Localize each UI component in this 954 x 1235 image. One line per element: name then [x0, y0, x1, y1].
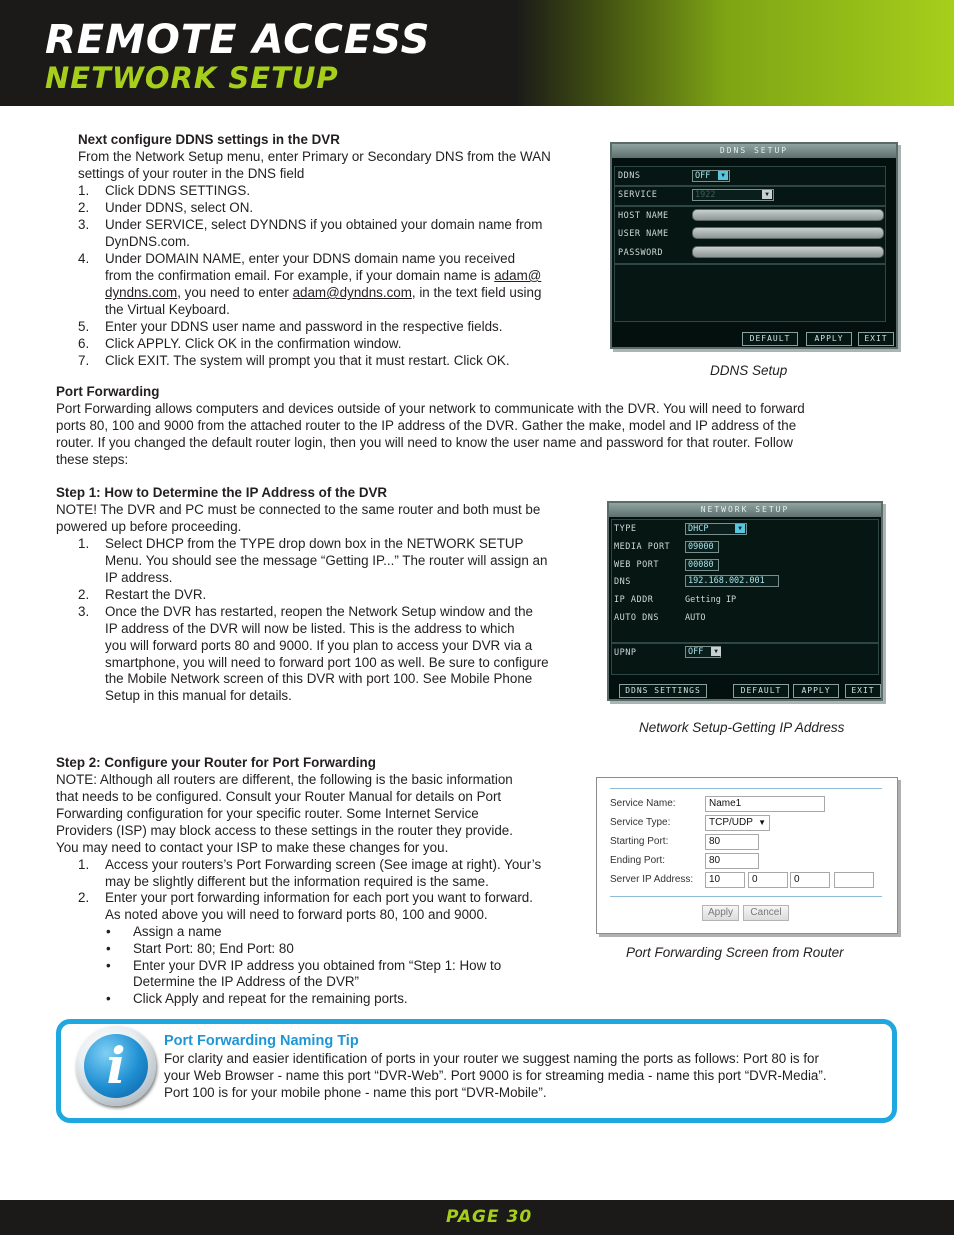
list-number: 1.: [78, 536, 90, 551]
figure-caption: Network Setup-Getting IP Address: [639, 720, 845, 735]
list-item: the Virtual Keyboard.: [105, 302, 230, 317]
tip-line: Port 100 is for your mobile phone - name this port “DVR-Mobile”.: [164, 1085, 547, 1100]
ending-port-input[interactable]: 80: [705, 853, 759, 869]
service-select[interactable]: 1922: [692, 189, 774, 201]
list-item: Under DOMAIN NAME, enter your DDNS domain name you received: [105, 251, 516, 266]
info-icon: [76, 1026, 156, 1106]
apply-button[interactable]: APPLY: [793, 684, 839, 698]
list-item: may be slightly different but the information required is the same.: [105, 874, 489, 889]
chevron-down-icon[interactable]: ▼: [762, 190, 772, 199]
ip-addr-value: Getting IP: [685, 595, 737, 605]
bullet: •: [106, 991, 111, 1006]
list-item: [105, 267, 541, 284]
ddns-label: DDNS: [618, 171, 641, 181]
list-item: Access your routers’s Port Forwarding screen (See image at right). Your’s: [105, 857, 542, 872]
service-name-label: Service Name:: [610, 798, 676, 809]
service-name-input[interactable]: Name1: [705, 796, 825, 812]
default-button[interactable]: DEFAULT: [733, 684, 789, 698]
user-name-input[interactable]: [692, 227, 884, 239]
list-number: 7.: [78, 353, 90, 368]
web-port-input[interactable]: 00080: [685, 559, 719, 571]
password-label: PASSWORD: [618, 248, 663, 258]
list-item: the Mobile Network screen of this DVR with port 100. See Mobile Phone: [105, 671, 533, 686]
note-line: NOTE: Although all routers are different, the following is the basic information: [56, 772, 513, 787]
bullet-item: Assign a name: [133, 924, 222, 939]
media-port-label: MEDIA PORT: [614, 542, 671, 552]
email-link[interactable]: dyndns.com: [105, 285, 178, 300]
note-line: Forwarding configuration for your specific router. Some Internet Service: [56, 806, 479, 821]
list-number: 1.: [78, 857, 90, 872]
service-type-label: Service Type:: [610, 817, 671, 828]
note-line: NOTE! The DVR and PC must be connected to the same router and both must be: [56, 502, 541, 517]
page-number: PAGE 30: [446, 1207, 533, 1227]
note-line: that needs to be configured. Consult your Router Manual for details on Port: [56, 789, 502, 804]
note-line: You may need to contact your ISP to make these changes for you.: [56, 840, 449, 855]
ip-octet-input[interactable]: 0: [790, 872, 830, 888]
divider: [610, 788, 882, 789]
list-item: Restart the DVR.: [105, 587, 207, 602]
screen-row: [614, 166, 886, 186]
service-type-select[interactable]: [705, 815, 770, 831]
password-input[interactable]: [692, 246, 884, 258]
list-item: DynDNS.com.: [105, 234, 190, 249]
note-line: Providers (ISP) may block access to these settings in the router they provide.: [56, 823, 513, 838]
exit-button[interactable]: EXIT: [845, 684, 881, 698]
ip-octet-input[interactable]: 0: [748, 872, 788, 888]
email-link[interactable]: adam@dyndns.com: [292, 285, 412, 300]
chevron-down-icon[interactable]: ▼: [735, 524, 745, 533]
list-number: 4.: [78, 251, 90, 266]
list-item: Enter your DDNS user name and password in the respective fields.: [105, 319, 503, 334]
ddns-setup-screenshot: [610, 142, 898, 349]
screen-row: [611, 643, 879, 675]
list-number: 2.: [78, 587, 90, 602]
step1-heading: Step 1: How to Determine the IP Address of the DVR: [56, 485, 388, 500]
list-item: Menu. You should see the message “Getting IP...” The router will assign an: [105, 553, 548, 568]
cancel-button[interactable]: Cancel: [743, 905, 789, 921]
list-item: IP address of the DVR will now be listed. This is the address to which: [105, 621, 515, 636]
ddns-heading: Next configure DDNS settings in the DVR: [78, 132, 340, 147]
list-item: Once the DVR has restarted, reopen the Network Setup window and the: [105, 604, 533, 619]
list-number: 2.: [78, 200, 90, 215]
step2-heading: Step 2: Configure your Router for Port Forwarding: [56, 755, 376, 770]
ddns-intro-line: settings of your router in the DNS field: [78, 166, 305, 181]
list-number: 2.: [78, 890, 90, 905]
list-number: 6.: [78, 336, 90, 351]
host-name-label: HOST NAME: [618, 211, 669, 221]
list-number: 3.: [78, 604, 90, 619]
default-button[interactable]: DEFAULT: [742, 332, 798, 346]
host-name-input[interactable]: [692, 209, 884, 221]
tip-line: your Web Browser - name this port “DVR-Web”. Port 9000 is for streaming media - name this port “DVR-Media”.: [164, 1068, 827, 1083]
exit-button[interactable]: EXIT: [858, 332, 894, 346]
ddns-intro-line: From the Network Setup menu, enter Primary or Secondary DNS from the WAN: [78, 149, 551, 164]
starting-port-input[interactable]: 80: [705, 834, 759, 850]
list-item: Setup in this manual for details.: [105, 688, 292, 703]
apply-button[interactable]: Apply: [702, 905, 739, 921]
ip-addr-label: IP ADDR: [614, 595, 654, 605]
ddns-settings-button[interactable]: DDNS SETTINGS: [619, 684, 707, 698]
bullet-item: Start Port: 80; End Port: 80: [133, 941, 294, 956]
text-run: , you need to enter: [177, 285, 293, 300]
page-title: REMOTE ACCESS: [45, 17, 431, 63]
section-heading: Port Forwarding: [56, 384, 160, 399]
footer-bar: [0, 1200, 954, 1235]
bullet-item: Click Apply and repeat for the remaining ports.: [133, 991, 408, 1006]
figure-caption: DDNS Setup: [710, 363, 788, 378]
text-run: from the confirmation email. For example, if your domain name is: [105, 268, 495, 283]
upnp-select[interactable]: OFF: [685, 646, 721, 658]
dns-label: DNS: [614, 577, 631, 587]
paragraph-line: ports 80, 100 and 9000 from the attached router to the IP address of the DVR. Gather the make, model and IP address of the: [56, 418, 797, 433]
list-number: 5.: [78, 319, 90, 334]
list-item: Under DDNS, select ON.: [105, 200, 254, 215]
ddns-select[interactable]: OFF: [692, 170, 730, 182]
chevron-down-icon: ▼: [758, 818, 766, 827]
list-item: Click DDNS SETTINGS.: [105, 183, 251, 198]
text-run: , in the text field using: [411, 285, 542, 300]
list-item: Enter your port forwarding information for each port you want to forward.: [105, 890, 533, 905]
upnp-label: UPNP: [614, 648, 637, 658]
list-item: Under SERVICE, select DYNDNS if you obtained your domain name from: [105, 217, 543, 232]
network-setup-screenshot: [607, 501, 883, 701]
list-item: Click APPLY. Click OK in the confirmation window.: [105, 336, 402, 351]
list-item: IP address.: [105, 570, 173, 585]
type-label: TYPE: [614, 524, 637, 534]
user-name-label: USER NAME: [618, 229, 669, 239]
auto-dns-value: AUTO: [685, 613, 706, 623]
type-select[interactable]: DHCP: [685, 523, 747, 535]
bullet: •: [106, 958, 111, 973]
info-icon-glyph: i: [106, 1036, 126, 1095]
divider: [610, 896, 882, 897]
bullet-item: Enter your DVR IP address you obtained from “Step 1: How to: [133, 958, 502, 973]
screen-title: NETWORK SETUP: [609, 503, 881, 517]
page-subtitle: NETWORK SETUP: [45, 61, 339, 95]
ip-octet-input[interactable]: 10: [705, 872, 745, 888]
list-item: Click EXIT. The system will prompt you that it must restart. Click OK.: [105, 353, 510, 368]
screen-row: [614, 264, 886, 322]
tip-line: For clarity and easier identification of ports in your router we suggest naming the ports as follows: Port 80 is for: [164, 1051, 819, 1066]
auto-dns-label: AUTO DNS: [614, 613, 659, 623]
ip-octet-input[interactable]: [834, 872, 874, 888]
email-link[interactable]: adam@: [494, 268, 542, 283]
media-port-input[interactable]: 09000: [685, 541, 719, 553]
service-label: SERVICE: [618, 190, 658, 200]
paragraph-line: router. If you changed the default router login, then you will need to know the user name and password for that router. Follow: [56, 435, 793, 450]
server-ip-label: Server IP Address:: [610, 874, 694, 885]
web-port-label: WEB PORT: [614, 560, 659, 570]
list-number: 1.: [78, 183, 90, 198]
tip-title: Port Forwarding Naming Tip: [164, 1033, 359, 1049]
ending-port-label: Ending Port:: [610, 855, 666, 866]
info-icon-disc: [84, 1034, 148, 1098]
list-item: As noted above you will need to forward ports 80, 100 and 9000.: [105, 907, 488, 922]
paragraph-line: Port Forwarding allows computers and devices outside of your network to communicate with the DVR. You will need to forward: [56, 401, 805, 416]
list-item: [105, 284, 541, 301]
dns-input[interactable]: 192.168.002.001: [685, 575, 779, 587]
screen-title: DDNS SETUP: [612, 144, 896, 158]
chevron-down-icon[interactable]: ▼: [711, 647, 721, 656]
note-line: powered up before proceeding.: [56, 519, 242, 534]
list-item: smartphone, you will need to forward port 100 as well. Be sure to configure: [105, 655, 549, 670]
header-banner: [0, 0, 954, 106]
service-type-value: TCP/UDP: [709, 817, 753, 828]
bullet-item: Determine the IP Address of the DVR”: [133, 974, 360, 989]
apply-button[interactable]: APPLY: [806, 332, 852, 346]
paragraph-line: these steps:: [56, 452, 129, 467]
figure-caption: Port Forwarding Screen from Router: [626, 945, 844, 960]
list-item: Select DHCP from the TYPE drop down box in the NETWORK SETUP: [105, 536, 524, 551]
chevron-down-icon[interactable]: ▼: [718, 171, 728, 180]
bullet: •: [106, 941, 111, 956]
list-number: 3.: [78, 217, 90, 232]
starting-port-label: Starting Port:: [610, 836, 669, 847]
bullet: •: [106, 924, 111, 939]
list-item: you will forward ports 80 and 9000. If you plan to access your DVR via a: [105, 638, 533, 653]
router-port-forwarding-screenshot: [596, 777, 898, 934]
